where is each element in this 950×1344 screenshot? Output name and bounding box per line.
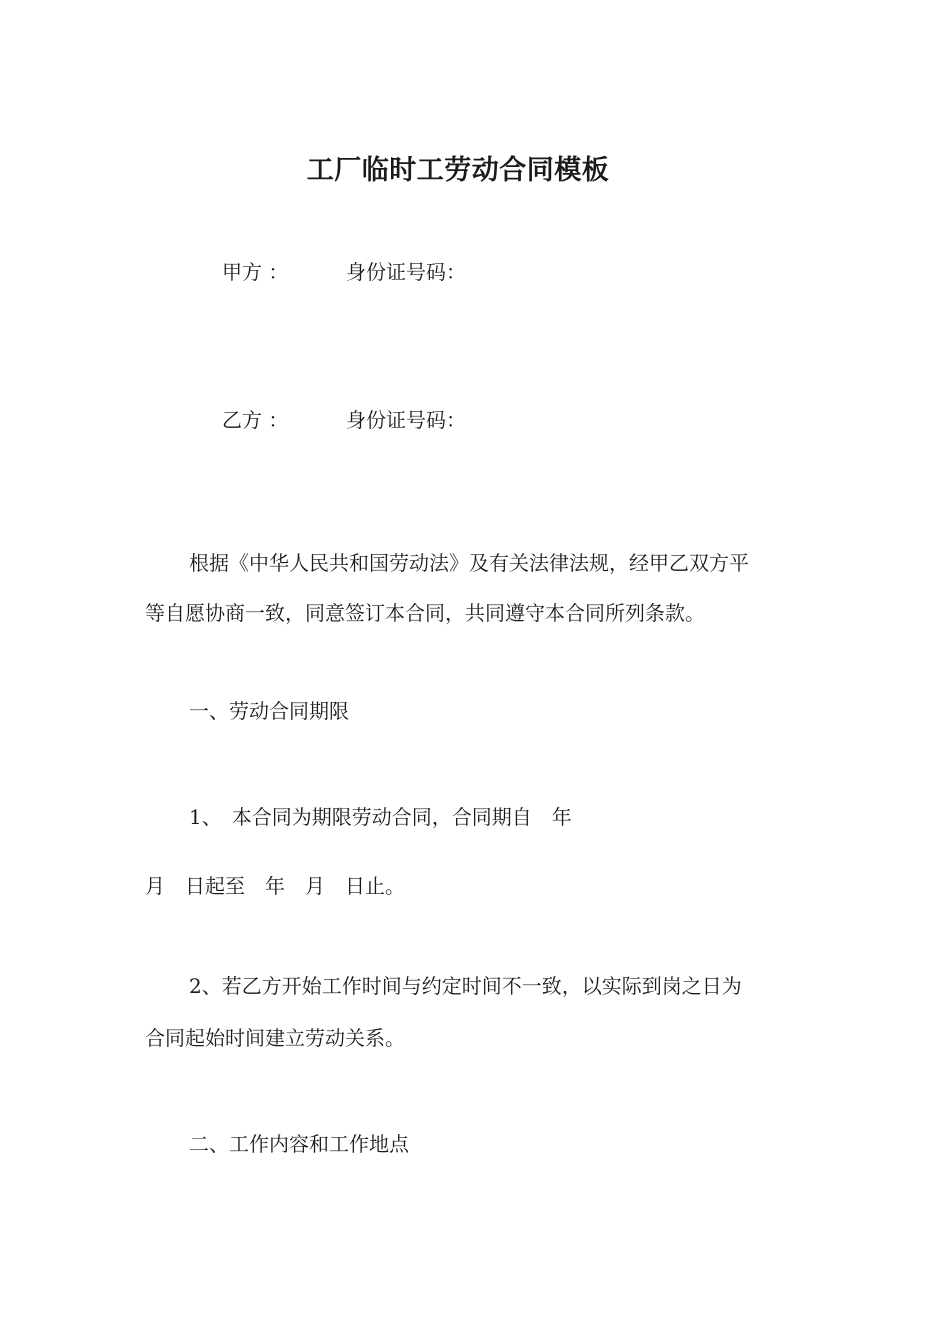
party-b-label: 乙方 ： (222, 408, 289, 432)
clause-1-1-line-2: 月 日起至 年 月 日止。 (145, 874, 405, 898)
clause-1-1-line-1: 1、 本合同为期限劳动合同，合同期自 年 (189, 805, 572, 829)
document-title: 工厂临时工劳动合同模板 (306, 155, 610, 186)
section-2-heading: 二、工作内容和工作地点 (189, 1132, 409, 1156)
clause-1-2-line-1: 2、若乙方开始工作时间与约定时间不一致，以实际到岗之日为 (189, 974, 742, 998)
section-1-heading: 一、劳动合同期限 (189, 699, 349, 723)
intro-paragraph-line-1: 根据《中华人民共和国劳动法》及有关法律法规，经甲乙双方平 (189, 551, 749, 575)
clause-1-2-line-2: 合同起始时间建立劳动关系。 (145, 1026, 405, 1050)
party-a-row (222, 258, 466, 286)
party-b-row (222, 406, 466, 434)
party-a-label: 甲方 ： (222, 260, 289, 284)
intro-paragraph-line-2: 等自愿协商一致，同意签订本合同，共同遵守本合同所列条款。 (145, 601, 705, 625)
party-a-id-label: 身份证号码： (346, 260, 466, 284)
party-b-id-label: 身份证号码： (346, 408, 466, 432)
